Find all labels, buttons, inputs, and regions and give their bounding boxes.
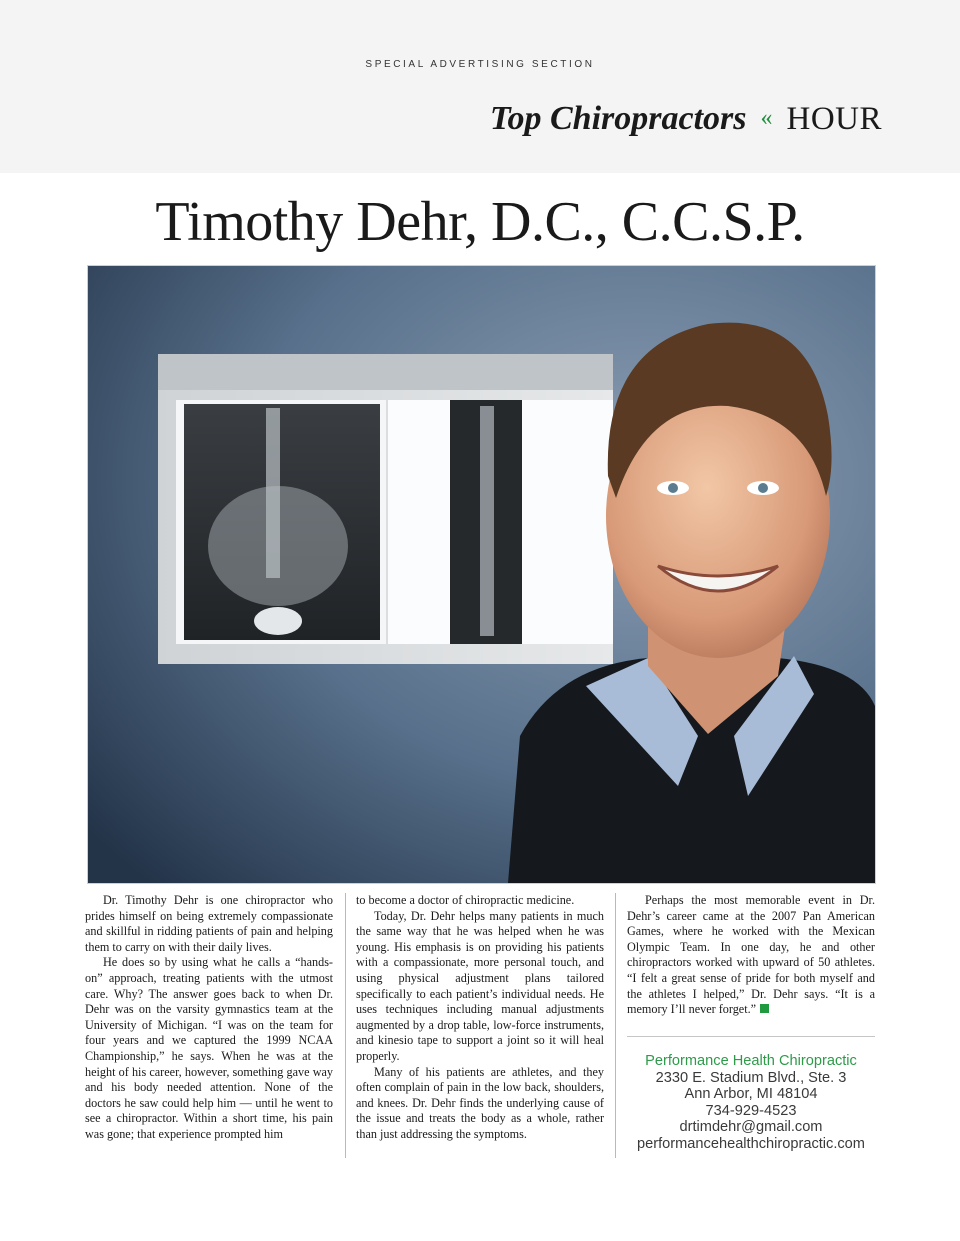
article-paragraph-text: Perhaps the most memorable event in Dr. Dehr’s career came at the 2007 Pan American Games, where he worked with the Mexican Olympic Team. In one day, he and other chiropractors worked with upward of 50 athletes. “I felt a great sense of pride for both myself and the athletes I helped,” Dr. Dehr says. “It is a memory I’ll never forget.” [627,893,875,1017]
section-title-line [490,100,882,138]
article-column-3 [627,893,875,1018]
email-address[interactable]: drtimdehr@gmail.com [679,1119,823,1136]
article-column-2 [356,893,604,1143]
doctor-name-heading: Timothy Dehr, D.C., C.C.S.P. [155,191,805,253]
practice-name: Performance Health Chiropractic [645,1053,857,1069]
contact-divider [627,1036,875,1037]
header-band [0,0,960,173]
article-paragraph: to become a doctor of chiropractic medicine. [356,893,575,907]
article-paragraph: Many of his patients are athletes, and they often complain of pain in the low back, shoulders, and knees. Dr. Dehr finds the underlying cause of the issue and treats the body as a whole, rather than just addressing the symptoms. [356,1064,604,1141]
article-paragraph: He does so by using what he calls a “hands-on” approach, treating patients with the utmost care. Why? The answer goes back to when Dr. Dehr was on the varsity gymnastics team at the University of Michigan. “I was on the team for four years and we captured the 1999 NCAA Championship,” he says. When he was at the height of his career, however, something gave way and his body needed attention. None of the doctors he saw could help him — until he went to see a chiropractor. Within a short time, his pain was gone; that experience prompted him [85,955,333,1141]
article-paragraph: Dr. Timothy Dehr is one chiropractor who prides himself on being extremely compassionate and skillful in ridding patients of pain and helping them to carry on with their daily lives. [85,893,333,954]
doctor-portrait-photo [87,265,876,884]
contact-block [620,1053,882,1153]
section-title: Top Chiropractors [489,100,747,137]
column-divider [615,893,616,1158]
column-divider [345,893,346,1158]
address-line-1: 2330 E. Stadium Blvd., Ste. 3 [655,1069,847,1086]
address-line-2: Ann Arbor, MI 48104 [684,1086,818,1103]
magazine-brand: HOUR [786,101,882,137]
article-paragraph: Today, Dr. Dehr helps many patients in much the same way that he was helped when he was young. His emphasis is on providing his patients with a compassionate, more personal touch, and using physical adjustment plans tailored specifically to each patient’s individual needs. He uses techniques including manual adjustments augmented by a drop table, low-force instruments, and kinesio tape to support a joint so it will heal properly. [356,908,604,1063]
end-mark-icon [760,1004,769,1013]
phone-number: 734-929-4523 [705,1102,797,1119]
chevron-icon: « [760,105,773,131]
article-column-1 [85,893,333,1143]
website-link[interactable]: performancehealthchiropractic.com [637,1135,865,1152]
article-paragraph [627,893,875,1018]
special-section-kicker: SPECIAL ADVERTISING SECTION [365,59,595,70]
